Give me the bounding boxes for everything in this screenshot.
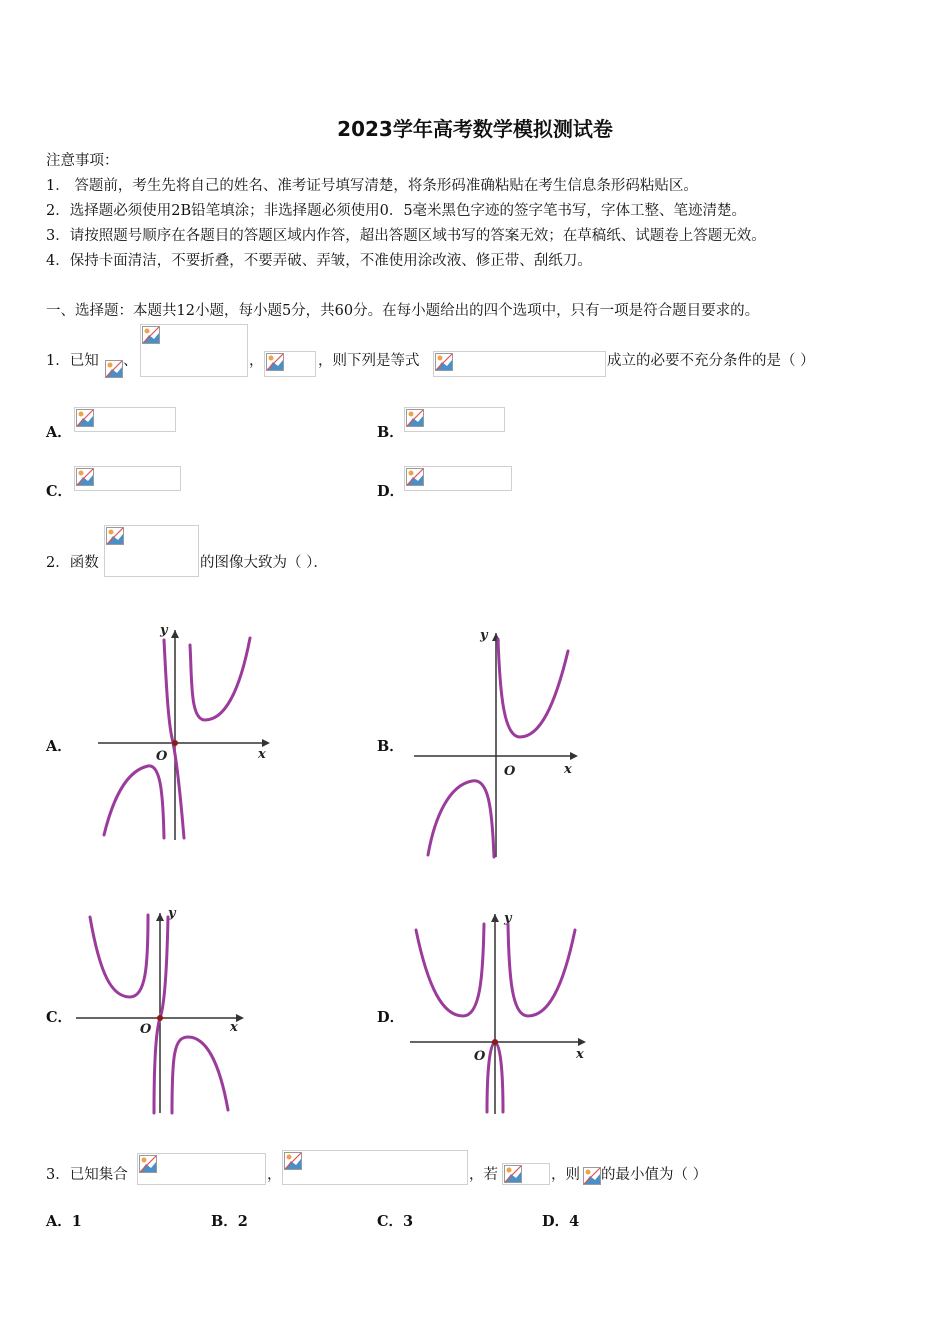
q2-option-b-label[interactable]: B． bbox=[377, 738, 404, 755]
origin-point bbox=[172, 740, 178, 746]
broken-image-icon bbox=[406, 468, 424, 486]
q3-option-a-label: A． bbox=[46, 1213, 72, 1230]
q2-text-end: 的图像大致为（ ）． bbox=[200, 555, 328, 571]
q1-option-a-label[interactable]: A． bbox=[46, 424, 72, 441]
q1-equation bbox=[433, 351, 606, 377]
q2-option-d-label[interactable]: D． bbox=[377, 1009, 405, 1026]
origin-label: O bbox=[474, 1049, 486, 1064]
q3-option-a-value: 1 bbox=[71, 1213, 82, 1230]
curve-branch bbox=[164, 640, 184, 838]
q3-text-end: 的最小值为（ ） bbox=[601, 1167, 708, 1183]
x-axis-arrow-icon bbox=[578, 1038, 586, 1046]
x-axis-label: x bbox=[564, 762, 572, 777]
q1-text-mid: ，则下列是等式 bbox=[318, 353, 420, 369]
y-axis-label: y bbox=[168, 906, 176, 921]
broken-image-icon bbox=[266, 353, 284, 371]
q2-option-c-label[interactable]: C． bbox=[46, 1009, 73, 1026]
q3-option-b-label: B． bbox=[211, 1213, 238, 1230]
origin-label: O bbox=[156, 749, 168, 764]
broken-image-icon bbox=[583, 1167, 601, 1185]
q3-option-d-label: D． bbox=[542, 1213, 570, 1230]
note-item-1: 1． 答题前，考生先将自己的姓名、准考证号填写清楚，将条形码准确粘贴在考生信息条形码粘贴区。 bbox=[46, 178, 698, 194]
section-heading: 一、选择题：本题共12小题，每小题5分，共60分。在每小题给出的四个选项中，只有一项是符合题目要求的。 bbox=[46, 303, 760, 319]
curve-branch bbox=[428, 781, 494, 857]
q1-text-end: 成立的必要不充分条件的是（ ） bbox=[607, 353, 815, 369]
q1-formula-b bbox=[140, 324, 248, 377]
q2-graph-c[interactable] bbox=[72, 905, 252, 1117]
q2-function bbox=[104, 525, 199, 577]
q3-set-b bbox=[282, 1150, 468, 1185]
x-axis-arrow-icon bbox=[262, 739, 270, 747]
q1-formula-c bbox=[264, 351, 316, 377]
q1-formula-a bbox=[104, 359, 124, 377]
q3-option-a[interactable] bbox=[46, 1213, 82, 1231]
q1-sep-2: ， bbox=[249, 353, 264, 369]
q2-graph-b[interactable] bbox=[410, 625, 585, 860]
broken-image-icon bbox=[106, 527, 124, 545]
y-axis-arrow-icon bbox=[491, 914, 499, 922]
broken-image-icon bbox=[76, 468, 94, 486]
note-item-3: 3．请按照题号顺序在各题目的答题区域内作答，超出答题区域书写的答案无效；在草稿纸、试题卷上答题无效。 bbox=[46, 228, 766, 244]
curve-branch bbox=[416, 924, 484, 1016]
q1-option-c[interactable] bbox=[74, 466, 181, 491]
curve-branch bbox=[508, 924, 575, 1016]
curve-branch bbox=[498, 639, 568, 737]
curve-branch bbox=[154, 917, 168, 1113]
x-axis-arrow-icon bbox=[570, 752, 578, 760]
note-item-4: 4．保持卡面清洁，不要折叠，不要弄破、弄皱，不准使用涂改液、修正带、刮纸刀。 bbox=[46, 253, 592, 269]
q3-option-c-value: 3 bbox=[403, 1213, 414, 1230]
q3-sep-1: ， bbox=[267, 1167, 282, 1183]
y-axis-label: y bbox=[480, 628, 488, 643]
curve-branch bbox=[90, 915, 148, 997]
q1-option-d-label[interactable]: D． bbox=[377, 483, 405, 500]
x-axis-label: x bbox=[230, 1020, 238, 1035]
curve-branch bbox=[190, 638, 250, 720]
broken-image-icon bbox=[105, 360, 123, 378]
q1-option-c-label[interactable]: C． bbox=[46, 483, 73, 500]
origin-label: O bbox=[140, 1022, 152, 1037]
q1-option-d[interactable] bbox=[404, 466, 512, 491]
origin-label: O bbox=[504, 764, 516, 779]
q3-option-c-label: C． bbox=[377, 1213, 404, 1230]
q1-option-a[interactable] bbox=[74, 407, 176, 432]
broken-image-icon bbox=[139, 1155, 157, 1173]
q3-variable bbox=[583, 1167, 601, 1185]
note-item-2: 2．选择题必须使用2B铅笔填涂；非选择题必须使用0．5毫米黑色字迹的签字笔书写，字体工整、笔迹清楚。 bbox=[46, 203, 747, 219]
curve-branch bbox=[104, 766, 164, 838]
q2-graph-d[interactable] bbox=[408, 908, 590, 1118]
q2-option-a-label[interactable]: A． bbox=[46, 738, 72, 755]
notes-heading: 注意事项： bbox=[46, 153, 119, 169]
y-axis-arrow-icon bbox=[156, 913, 164, 921]
q3-text-mid: ，若 bbox=[469, 1167, 498, 1183]
broken-image-icon bbox=[504, 1165, 522, 1183]
q1-option-b[interactable] bbox=[404, 407, 505, 432]
q3-option-d-value: 4 bbox=[569, 1213, 580, 1230]
q1-number: 1．已知 bbox=[46, 353, 99, 369]
broken-image-icon bbox=[142, 326, 160, 344]
curve-branch bbox=[172, 1037, 228, 1113]
q3-option-b[interactable] bbox=[211, 1213, 248, 1231]
q2-graph-a[interactable] bbox=[90, 620, 280, 845]
q3-option-b-value: 2 bbox=[237, 1213, 248, 1230]
broken-image-icon bbox=[76, 409, 94, 427]
origin-point bbox=[157, 1015, 163, 1021]
q3-set-a bbox=[137, 1153, 266, 1185]
q3-number: 3．已知集合 bbox=[46, 1167, 128, 1183]
q3-text-mid2: ，则 bbox=[551, 1167, 580, 1183]
x-axis-label: x bbox=[576, 1047, 584, 1062]
q1-option-b-label[interactable]: B． bbox=[377, 424, 404, 441]
y-axis-label: y bbox=[160, 623, 168, 638]
q3-option-d[interactable] bbox=[542, 1213, 579, 1231]
broken-image-icon bbox=[406, 409, 424, 427]
broken-image-icon bbox=[435, 353, 453, 371]
y-axis-arrow-icon bbox=[171, 630, 179, 638]
q3-condition bbox=[502, 1163, 550, 1185]
broken-image-icon bbox=[284, 1152, 302, 1170]
q3-option-c[interactable] bbox=[377, 1213, 413, 1231]
x-axis-label: x bbox=[258, 747, 266, 762]
y-axis-label: y bbox=[504, 911, 512, 926]
origin-point bbox=[492, 1039, 498, 1045]
page-title: 2023学年高考数学模拟测试卷 bbox=[337, 117, 613, 141]
q2-number: 2．函数 bbox=[46, 555, 99, 571]
q1-sep-1: 、 bbox=[123, 353, 138, 369]
